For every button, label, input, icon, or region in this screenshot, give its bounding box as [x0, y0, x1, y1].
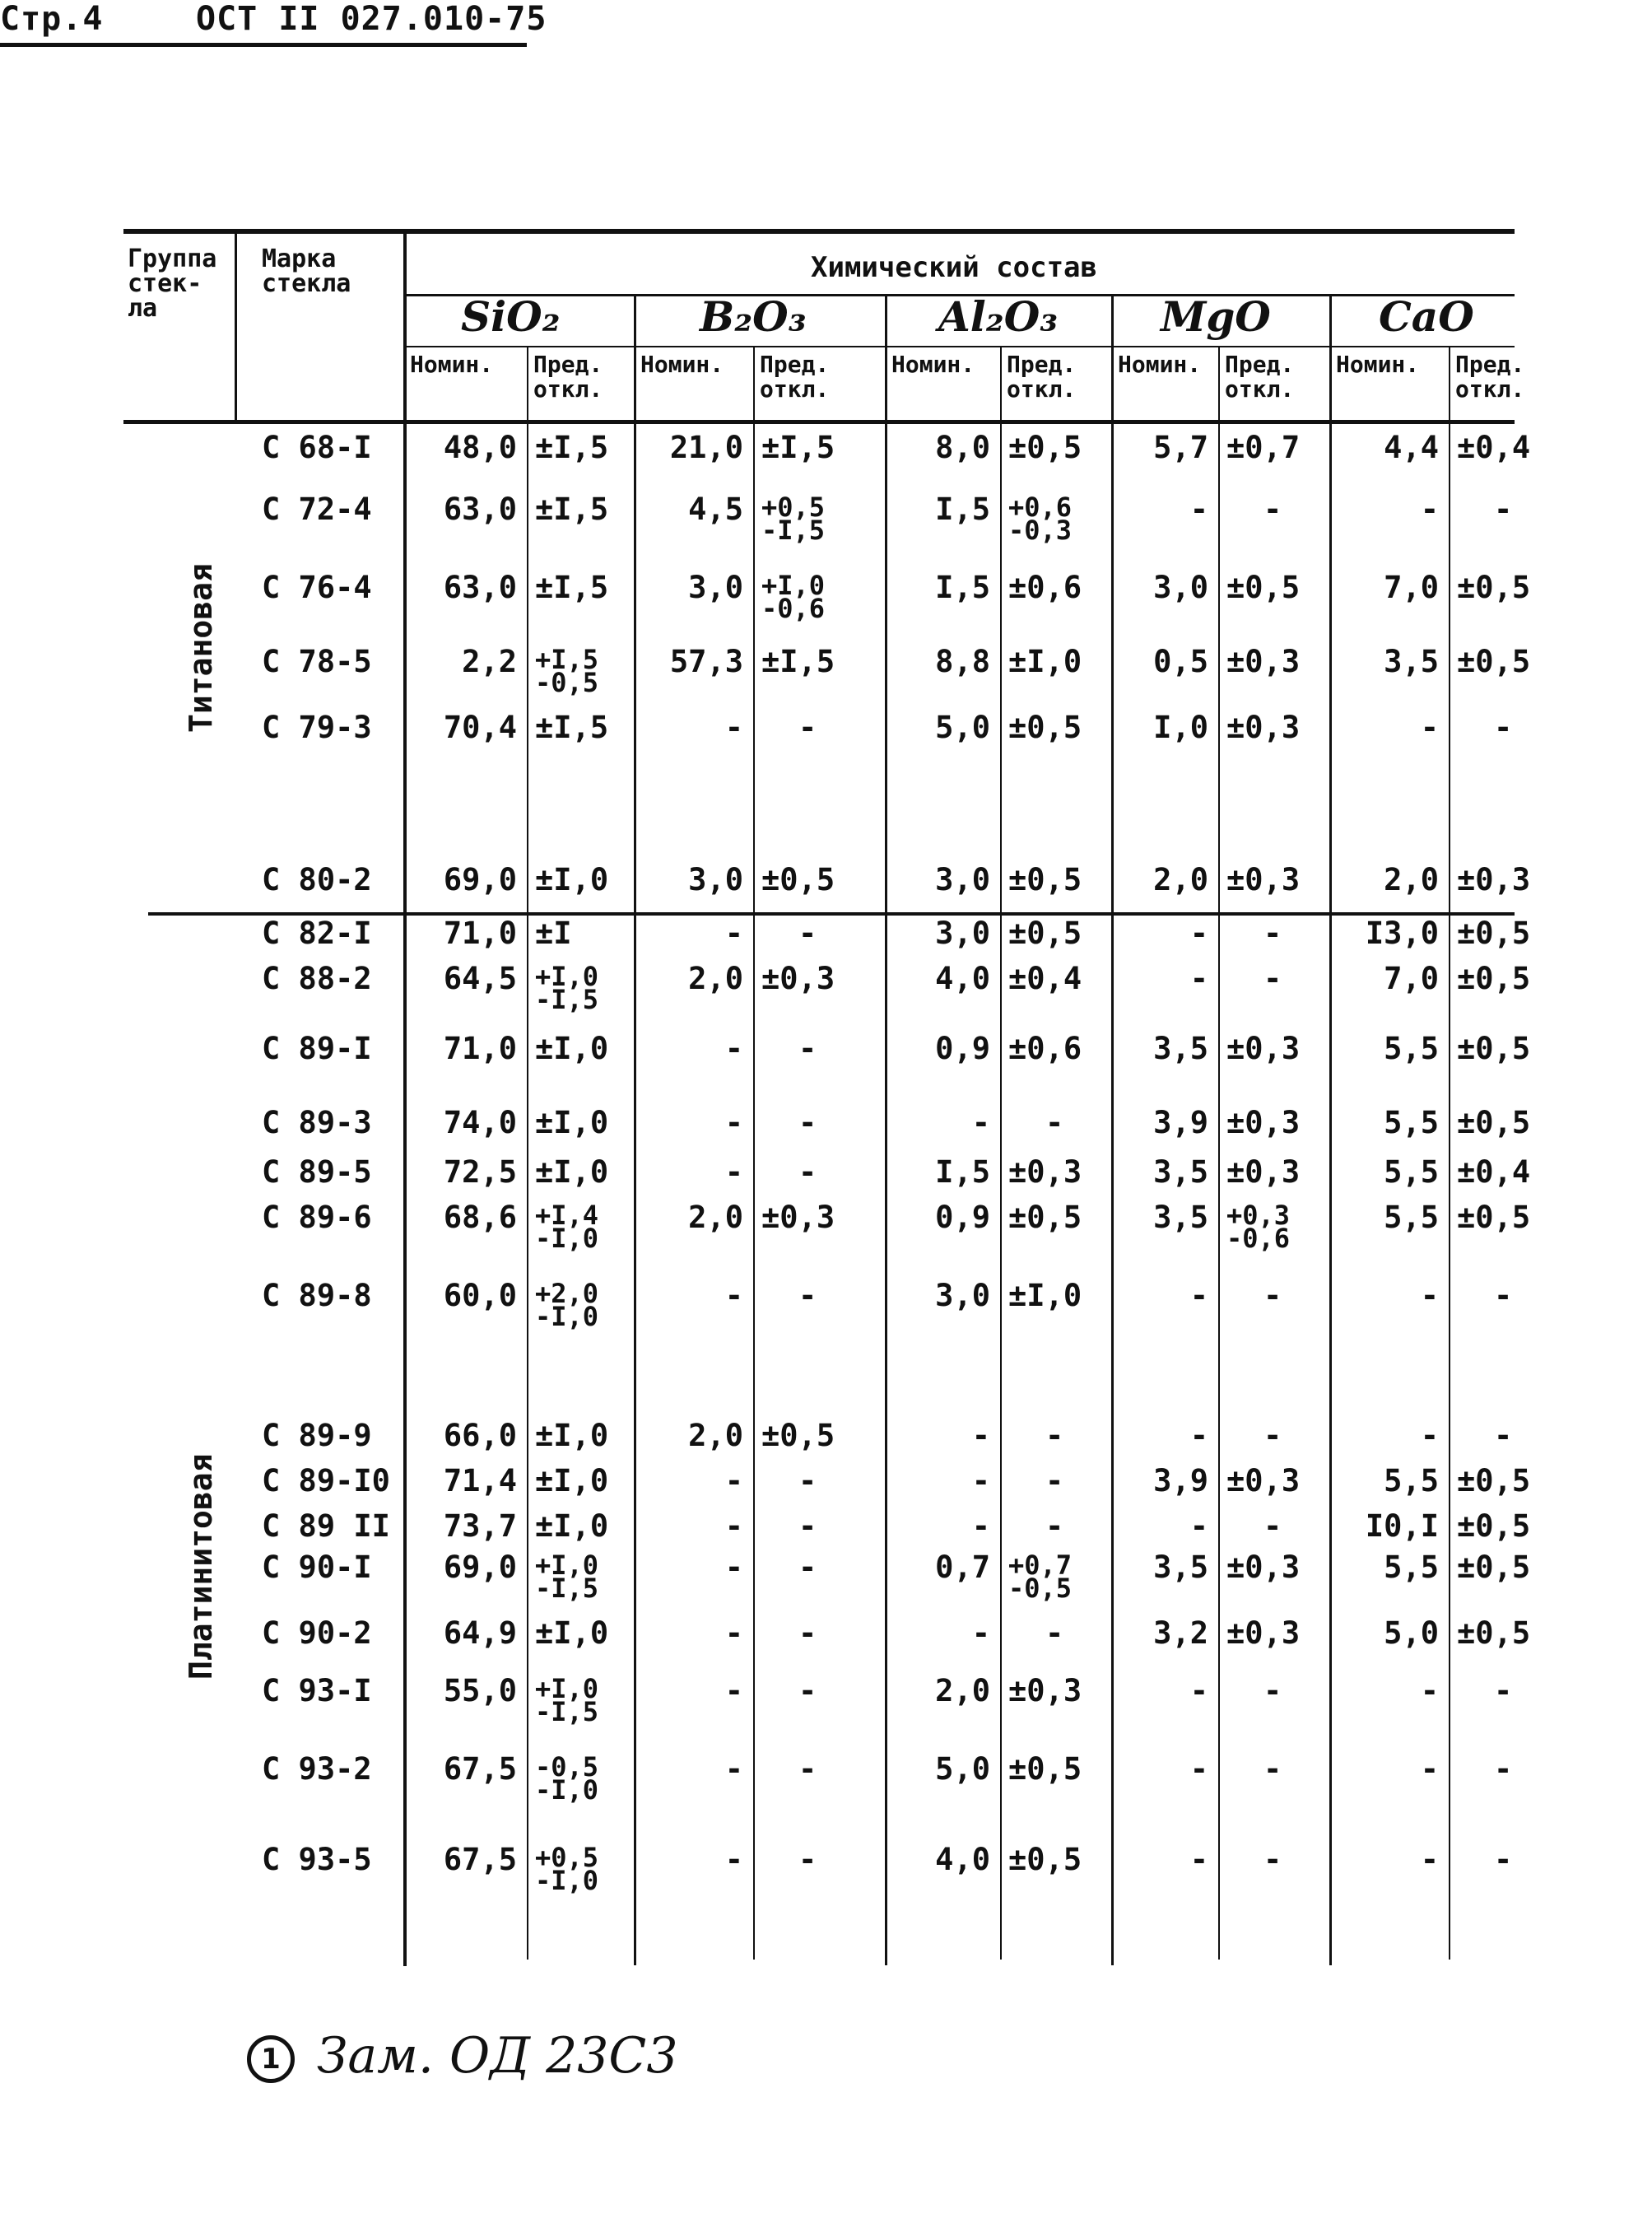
row-3-oxide-2-deviation: ±I,0 [1008, 644, 1082, 679]
row-14-oxide-2-nominal: - [971, 1463, 990, 1498]
group-column-header: Группа стек- ла [128, 245, 217, 323]
row-1-oxide-1-nominal: 4,5 [688, 492, 743, 527]
row-8-oxide-1-deviation: - [798, 1031, 817, 1066]
row-3-oxide-1-deviation: ±I,5 [761, 644, 835, 679]
row-15-oxide-2-nominal: - [971, 1508, 990, 1544]
row-1-oxide-3-deviation: - [1263, 492, 1282, 527]
row-16-oxide-0-nominal: 69,0 [443, 1550, 517, 1585]
row-2-oxide-0-nominal: 63,0 [443, 570, 517, 605]
row-10-oxide-2-deviation: ±0,3 [1008, 1154, 1082, 1190]
row-4-oxide-4-deviation: - [1494, 710, 1513, 745]
row-7-oxide-3-nominal: - [1189, 961, 1208, 996]
row-16-oxide-1-deviation: - [798, 1550, 817, 1585]
row-11-oxide-2-nominal: 0,9 [935, 1200, 990, 1235]
row-6-mark: С 82-I [262, 916, 372, 951]
row-16-oxide-4-deviation: ±0,5 [1457, 1550, 1531, 1585]
row-15-oxide-1-nominal: - [724, 1508, 743, 1544]
header-vline-mark [235, 229, 237, 422]
row-18-oxide-3-deviation: - [1263, 1673, 1282, 1708]
row-1-oxide-2-deviation: +0,6 -0,3 [1008, 492, 1073, 546]
row-8-oxide-3-nominal: 3,5 [1153, 1031, 1208, 1066]
table-top-rule [123, 229, 1515, 234]
header-underline [0, 43, 527, 47]
row-12-oxide-4-deviation: - [1494, 1278, 1513, 1313]
row-3-oxide-4-deviation: ±0,5 [1457, 644, 1531, 679]
row-16-oxide-3-nominal: 3,5 [1153, 1550, 1208, 1585]
row-3-oxide-3-nominal: 0,5 [1153, 644, 1208, 679]
row-11-oxide-2-deviation: ±0,5 [1008, 1200, 1082, 1235]
row-12-oxide-1-nominal: - [724, 1278, 743, 1313]
group-label-platinite: Платинитовая [183, 1453, 219, 1680]
row-14-oxide-0-nominal: 71,4 [443, 1463, 517, 1498]
row-5-oxide-0-deviation: ±I,0 [535, 862, 609, 897]
row-19-oxide-4-nominal: - [1420, 1751, 1439, 1787]
row-10-oxide-0-nominal: 72,5 [443, 1154, 517, 1190]
row-1-oxide-2-nominal: I,5 [935, 492, 990, 527]
row-9-oxide-1-deviation: - [798, 1105, 817, 1140]
row-7-oxide-4-deviation: ±0,5 [1457, 961, 1531, 996]
row-1-oxide-0-deviation: ±I,5 [535, 492, 609, 527]
row-17-oxide-1-deviation: - [798, 1615, 817, 1651]
row-7-oxide-3-deviation: - [1263, 961, 1282, 996]
row-6-oxide-1-deviation: - [798, 916, 817, 951]
row-5-oxide-1-deviation: ±0,5 [761, 862, 835, 897]
row-13-oxide-1-nominal: 2,0 [688, 1418, 743, 1453]
row-2-oxide-3-nominal: 3,0 [1153, 570, 1208, 605]
row-20-oxide-0-deviation: +0,5 -I,0 [535, 1842, 599, 1896]
row-4-oxide-3-deviation: ±0,3 [1226, 710, 1301, 745]
row-2-oxide-1-nominal: 3,0 [688, 570, 743, 605]
row-6-oxide-0-deviation: ±I [535, 916, 572, 951]
row-11-oxide-1-nominal: 2,0 [688, 1200, 743, 1235]
row-13-oxide-0-nominal: 66,0 [443, 1418, 517, 1453]
row-2-oxide-2-nominal: I,5 [935, 570, 990, 605]
row-4-oxide-2-nominal: 5,0 [935, 710, 990, 745]
row-8-oxide-3-deviation: ±0,3 [1226, 1031, 1301, 1066]
row-20-mark: С 93-5 [262, 1842, 372, 1877]
row-14-oxide-3-deviation: ±0,3 [1226, 1463, 1301, 1498]
sub-nom-4: Номин. [1336, 351, 1420, 378]
row-0-oxide-0-nominal: 48,0 [443, 430, 517, 465]
row-7-mark: С 88-2 [262, 961, 372, 996]
row-9-oxide-0-nominal: 74,0 [443, 1105, 517, 1140]
page-header [0, 0, 547, 49]
row-4-oxide-1-deviation: - [798, 710, 817, 745]
row-17-oxide-2-nominal: - [971, 1615, 990, 1651]
row-19-oxide-1-deviation: - [798, 1751, 817, 1787]
row-4-oxide-4-nominal: - [1420, 710, 1439, 745]
change-number-circle: 1 [247, 2035, 295, 2083]
row-5-oxide-3-deviation: ±0,3 [1226, 862, 1301, 897]
row-18-oxide-4-nominal: - [1420, 1673, 1439, 1708]
row-9-oxide-1-nominal: - [724, 1105, 743, 1140]
row-16-oxide-3-deviation: ±0,3 [1226, 1550, 1301, 1585]
row-10-oxide-4-deviation: ±0,4 [1457, 1154, 1531, 1190]
row-12-oxide-2-nominal: 3,0 [935, 1278, 990, 1313]
row-10-oxide-3-deviation: ±0,3 [1226, 1154, 1301, 1190]
row-8-oxide-4-nominal: 5,5 [1384, 1031, 1439, 1066]
row-8-oxide-2-nominal: 0,9 [935, 1031, 990, 1066]
vline-oxide-3 [1111, 294, 1114, 1965]
row-2-mark: С 76-4 [262, 570, 372, 605]
row-20-oxide-4-deviation: - [1494, 1842, 1513, 1877]
row-7-oxide-2-nominal: 4,0 [935, 961, 990, 996]
oxide-rule [403, 346, 1515, 347]
row-8-oxide-2-deviation: ±0,6 [1008, 1031, 1082, 1066]
row-2-oxide-1-deviation: +I,0 -0,6 [761, 570, 826, 624]
row-20-oxide-2-nominal: 4,0 [935, 1842, 990, 1877]
row-13-oxide-4-nominal: - [1420, 1418, 1439, 1453]
row-0-mark: С 68-I [262, 430, 372, 465]
group-label-titanium: Титановая [183, 563, 219, 733]
sub-nom-2: Номин. [891, 351, 975, 378]
row-4-oxide-2-deviation: ±0,5 [1008, 710, 1082, 745]
row-0-oxide-0-deviation: ±I,5 [535, 430, 609, 465]
row-9-oxide-4-nominal: 5,5 [1384, 1105, 1439, 1140]
table-header-bottom-rule [123, 420, 1515, 424]
row-5-oxide-2-deviation: ±0,5 [1008, 862, 1082, 897]
row-9-oxide-0-deviation: ±I,0 [535, 1105, 609, 1140]
row-12-oxide-3-nominal: - [1189, 1278, 1208, 1313]
row-10-oxide-1-deviation: - [798, 1154, 817, 1190]
row-15-mark: С 89 II [262, 1508, 390, 1544]
row-15-oxide-2-deviation: - [1045, 1508, 1064, 1544]
row-13-oxide-3-deviation: - [1263, 1418, 1282, 1453]
row-19-oxide-0-nominal: 67,5 [443, 1751, 517, 1787]
row-20-oxide-2-deviation: ±0,5 [1008, 1842, 1082, 1877]
row-10-oxide-0-deviation: ±I,0 [535, 1154, 609, 1190]
row-16-mark: С 90-I [262, 1550, 372, 1585]
row-18-oxide-0-nominal: 55,0 [443, 1673, 517, 1708]
chemical-composition-title: Химический состав [811, 251, 1097, 284]
vline-oxide-1 [634, 294, 636, 1965]
row-16-oxide-2-nominal: 0,7 [935, 1550, 990, 1585]
sub-dev-0: Пред. откл. [533, 351, 603, 403]
row-7-oxide-1-deviation: ±0,3 [761, 961, 835, 996]
row-17-mark: С 90-2 [262, 1615, 372, 1651]
row-15-oxide-1-deviation: - [798, 1508, 817, 1544]
vline-chem [403, 229, 407, 1966]
row-19-oxide-2-deviation: ±0,5 [1008, 1751, 1082, 1787]
row-17-oxide-3-deviation: ±0,3 [1226, 1615, 1301, 1651]
row-11-oxide-3-nominal: 3,5 [1153, 1200, 1208, 1235]
sub-nom-1: Номин. [640, 351, 724, 378]
row-5-oxide-0-nominal: 69,0 [443, 862, 517, 897]
row-18-oxide-2-nominal: 2,0 [935, 1673, 990, 1708]
row-13-oxide-2-deviation: - [1045, 1418, 1064, 1453]
sub-dev-2: Пред. откл. [1007, 351, 1077, 403]
row-20-oxide-3-nominal: - [1189, 1842, 1208, 1877]
row-1-mark: С 72-4 [262, 492, 372, 527]
row-11-oxide-4-nominal: 5,5 [1384, 1200, 1439, 1235]
row-6-oxide-4-deviation: ±0,5 [1457, 916, 1531, 951]
row-0-oxide-3-deviation: ±0,7 [1226, 430, 1301, 465]
row-10-oxide-2-nominal: I,5 [935, 1154, 990, 1190]
row-0-oxide-2-nominal: 8,0 [935, 430, 990, 465]
row-19-oxide-4-deviation: - [1494, 1751, 1513, 1787]
row-7-oxide-4-nominal: 7,0 [1384, 961, 1439, 996]
row-17-oxide-1-nominal: - [724, 1615, 743, 1651]
row-15-oxide-0-nominal: 73,7 [443, 1508, 517, 1544]
row-13-oxide-1-deviation: ±0,5 [761, 1418, 835, 1453]
row-8-oxide-4-deviation: ±0,5 [1457, 1031, 1531, 1066]
row-1-oxide-4-nominal: - [1420, 492, 1439, 527]
row-13-oxide-4-deviation: - [1494, 1418, 1513, 1453]
sub-nom-3: Номин. [1118, 351, 1202, 378]
mark-column-header: Марка стекла [262, 245, 351, 298]
change-note-text: Зам. ОД 23С3 [317, 2027, 678, 2085]
row-5-oxide-2-nominal: 3,0 [935, 862, 990, 897]
row-15-oxide-3-nominal: - [1189, 1508, 1208, 1544]
row-16-oxide-0-deviation: +I,0 -I,5 [535, 1550, 599, 1604]
oxide-3-header: MgO [1161, 292, 1271, 341]
row-15-oxide-4-deviation: ±0,5 [1457, 1508, 1531, 1544]
row-0-oxide-4-deviation: ±0,4 [1457, 430, 1531, 465]
row-7-oxide-2-deviation: ±0,4 [1008, 961, 1082, 996]
row-14-oxide-3-nominal: 3,9 [1153, 1463, 1208, 1498]
row-20-oxide-4-nominal: - [1420, 1842, 1439, 1877]
row-13-mark: С 89-9 [262, 1418, 372, 1453]
row-2-oxide-4-deviation: ±0,5 [1457, 570, 1531, 605]
row-13-oxide-0-deviation: ±I,0 [535, 1418, 609, 1453]
row-11-oxide-1-deviation: ±0,3 [761, 1200, 835, 1235]
row-17-oxide-2-deviation: - [1045, 1615, 1064, 1651]
row-2-oxide-4-nominal: 7,0 [1384, 570, 1439, 605]
row-20-oxide-1-deviation: - [798, 1842, 817, 1877]
row-9-mark: С 89-3 [262, 1105, 372, 1140]
row-9-oxide-4-deviation: ±0,5 [1457, 1105, 1531, 1140]
row-8-mark: С 89-I [262, 1031, 372, 1066]
row-19-oxide-0-deviation: -0,5 -I,0 [535, 1751, 599, 1806]
row-10-oxide-3-nominal: 3,5 [1153, 1154, 1208, 1190]
row-6-oxide-2-nominal: 3,0 [935, 916, 990, 951]
row-0-oxide-3-nominal: 5,7 [1153, 430, 1208, 465]
row-18-oxide-2-deviation: ±0,3 [1008, 1673, 1082, 1708]
row-17-oxide-4-deviation: ±0,5 [1457, 1615, 1531, 1651]
row-11-oxide-4-deviation: ±0,5 [1457, 1200, 1531, 1235]
row-12-oxide-0-deviation: +2,0 -I,0 [535, 1278, 599, 1332]
row-2-oxide-0-deviation: ±I,5 [535, 570, 609, 605]
row-11-oxide-3-deviation: +0,3 -0,6 [1226, 1200, 1291, 1254]
oxide-0-header: SiO₂ [461, 292, 561, 341]
vline-nomdev-1 [753, 346, 755, 1960]
row-0-oxide-2-deviation: ±0,5 [1008, 430, 1082, 465]
row-3-oxide-1-nominal: 57,3 [669, 644, 743, 679]
oxide-2-header: Al₂O₃ [938, 292, 1059, 341]
row-9-oxide-3-nominal: 3,9 [1153, 1105, 1208, 1140]
vline-oxide-4 [1329, 294, 1332, 1965]
row-12-oxide-1-deviation: - [798, 1278, 817, 1313]
row-1-oxide-1-deviation: +0,5 -I,5 [761, 492, 826, 546]
row-11-mark: С 89-6 [262, 1200, 372, 1235]
row-7-oxide-0-deviation: +I,0 -I,5 [535, 961, 599, 1015]
row-13-oxide-2-nominal: - [971, 1418, 990, 1453]
row-19-oxide-2-nominal: 5,0 [935, 1751, 990, 1787]
row-10-mark: С 89-5 [262, 1154, 372, 1190]
row-3-oxide-3-deviation: ±0,3 [1226, 644, 1301, 679]
row-18-oxide-1-nominal: - [724, 1673, 743, 1708]
row-9-oxide-3-deviation: ±0,3 [1226, 1105, 1301, 1140]
row-6-oxide-3-deviation: - [1263, 916, 1282, 951]
row-12-oxide-0-nominal: 60,0 [443, 1278, 517, 1313]
row-6-oxide-3-nominal: - [1189, 916, 1208, 951]
row-19-oxide-1-nominal: - [724, 1751, 743, 1787]
row-14-oxide-1-deviation: - [798, 1463, 817, 1498]
row-3-oxide-0-deviation: +I,5 -0,5 [535, 644, 599, 698]
vline-nomdev-2 [1000, 346, 1002, 1960]
row-20-oxide-0-nominal: 67,5 [443, 1842, 517, 1877]
row-16-oxide-2-deviation: +0,7 -0,5 [1008, 1550, 1073, 1604]
row-3-oxide-0-nominal: 2,2 [462, 644, 517, 679]
row-4-oxide-0-nominal: 70,4 [443, 710, 517, 745]
standard-number: ОСТ II 027.010-75 [196, 0, 547, 38]
vline-nomdev-4 [1449, 346, 1450, 1960]
row-8-oxide-1-nominal: - [724, 1031, 743, 1066]
row-18-oxide-3-nominal: - [1189, 1673, 1208, 1708]
row-20-oxide-3-deviation: - [1263, 1842, 1282, 1877]
row-3-oxide-2-nominal: 8,8 [935, 644, 990, 679]
row-4-oxide-0-deviation: ±I,5 [535, 710, 609, 745]
row-11-oxide-0-nominal: 68,6 [443, 1200, 517, 1235]
vline-oxide-2 [885, 294, 887, 1965]
row-0-oxide-1-deviation: ±I,5 [761, 430, 835, 465]
row-0-oxide-1-nominal: 21,0 [669, 430, 743, 465]
row-15-oxide-0-deviation: ±I,0 [535, 1508, 609, 1544]
row-5-oxide-4-nominal: 2,0 [1384, 862, 1439, 897]
row-14-oxide-0-deviation: ±I,0 [535, 1463, 609, 1498]
row-1-oxide-0-nominal: 63,0 [443, 492, 517, 527]
row-19-mark: С 93-2 [262, 1751, 372, 1787]
vline-nomdev-3 [1218, 346, 1220, 1960]
row-7-oxide-1-nominal: 2,0 [688, 961, 743, 996]
sub-dev-3: Пред. откл. [1225, 351, 1295, 403]
row-18-oxide-1-deviation: - [798, 1673, 817, 1708]
row-19-oxide-3-nominal: - [1189, 1751, 1208, 1787]
row-4-oxide-1-nominal: - [724, 710, 743, 745]
row-5-mark: С 80-2 [262, 862, 372, 897]
row-15-oxide-4-nominal: I0,I [1365, 1508, 1439, 1544]
sub-dev-4: Пред. откл. [1455, 351, 1525, 403]
row-9-oxide-2-nominal: - [971, 1105, 990, 1140]
row-12-oxide-3-deviation: - [1263, 1278, 1282, 1313]
row-2-oxide-2-deviation: ±0,6 [1008, 570, 1082, 605]
row-12-oxide-2-deviation: ±I,0 [1008, 1278, 1082, 1313]
row-14-oxide-1-nominal: - [724, 1463, 743, 1498]
page-number: Стр.4 [0, 0, 104, 38]
row-5-oxide-1-nominal: 3,0 [688, 862, 743, 897]
row-14-oxide-4-deviation: ±0,5 [1457, 1463, 1531, 1498]
row-18-mark: С 93-I [262, 1673, 372, 1708]
sub-dev-1: Пред. откл. [760, 351, 830, 403]
row-3-oxide-4-nominal: 3,5 [1384, 644, 1439, 679]
row-14-oxide-2-deviation: - [1045, 1463, 1064, 1498]
sub-nom-0: Номин. [410, 351, 494, 378]
row-12-mark: С 89-8 [262, 1278, 372, 1313]
row-14-oxide-4-nominal: 5,5 [1384, 1463, 1439, 1498]
row-16-oxide-1-nominal: - [724, 1550, 743, 1585]
row-17-oxide-0-nominal: 64,9 [443, 1615, 517, 1651]
row-9-oxide-2-deviation: - [1045, 1105, 1064, 1140]
row-17-oxide-3-nominal: 3,2 [1153, 1615, 1208, 1651]
row-12-oxide-4-nominal: - [1420, 1278, 1439, 1313]
row-16-oxide-4-nominal: 5,5 [1384, 1550, 1439, 1585]
row-8-oxide-0-nominal: 71,0 [443, 1031, 517, 1066]
row-0-oxide-4-nominal: 4,4 [1384, 430, 1439, 465]
row-7-oxide-0-nominal: 64,5 [443, 961, 517, 996]
row-14-mark: С 89-I0 [262, 1463, 390, 1498]
row-2-oxide-3-deviation: ±0,5 [1226, 570, 1301, 605]
row-18-oxide-0-deviation: +I,0 -I,5 [535, 1673, 599, 1727]
row-6-oxide-2-deviation: ±0,5 [1008, 916, 1082, 951]
row-15-oxide-3-deviation: - [1263, 1508, 1282, 1544]
row-4-mark: С 79-3 [262, 710, 372, 745]
row-1-oxide-3-nominal: - [1189, 492, 1208, 527]
row-4-oxide-3-nominal: I,0 [1153, 710, 1208, 745]
row-10-oxide-1-nominal: - [724, 1154, 743, 1190]
vline-nomdev-0 [527, 346, 528, 1960]
row-19-oxide-3-deviation: - [1263, 1751, 1282, 1787]
row-6-oxide-4-nominal: I3,0 [1365, 916, 1439, 951]
row-6-oxide-1-nominal: - [724, 916, 743, 951]
row-8-oxide-0-deviation: ±I,0 [535, 1031, 609, 1066]
row-17-oxide-4-nominal: 5,0 [1384, 1615, 1439, 1651]
row-3-mark: С 78-5 [262, 644, 372, 679]
row-18-oxide-4-deviation: - [1494, 1673, 1513, 1708]
row-5-oxide-4-deviation: ±0,3 [1457, 862, 1531, 897]
row-17-oxide-0-deviation: ±I,0 [535, 1615, 609, 1651]
oxide-4-header: CaO [1379, 292, 1474, 341]
row-13-oxide-3-nominal: - [1189, 1418, 1208, 1453]
row-5-oxide-3-nominal: 2,0 [1153, 862, 1208, 897]
row-10-oxide-4-nominal: 5,5 [1384, 1154, 1439, 1190]
row-1-oxide-4-deviation: - [1494, 492, 1513, 527]
row-20-oxide-1-nominal: - [724, 1842, 743, 1877]
row-6-oxide-0-nominal: 71,0 [443, 916, 517, 951]
oxide-1-header: B₂O₃ [700, 292, 807, 341]
row-11-oxide-0-deviation: +I,4 -I,0 [535, 1200, 599, 1254]
